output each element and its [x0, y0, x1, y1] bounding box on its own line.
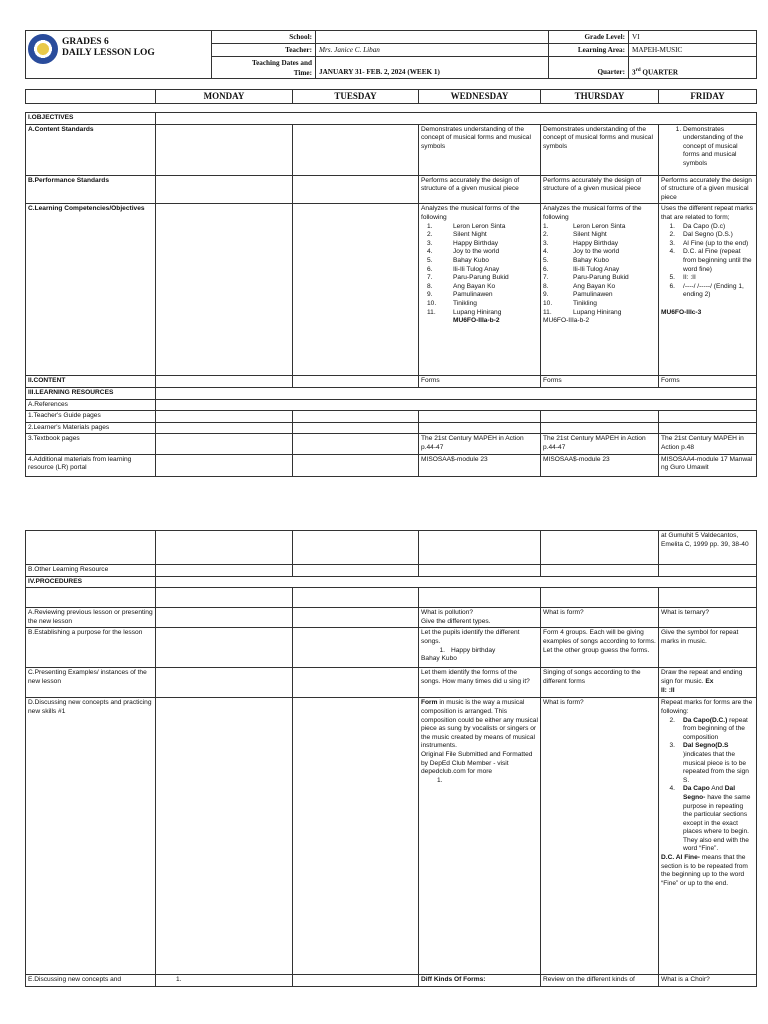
deped-seal-icon: [28, 34, 58, 64]
repeat-marks-list-fri: [661, 223, 754, 300]
discussing-1-thu: What is form?: [541, 698, 659, 975]
learning-area-label: Learning Area:: [549, 44, 629, 57]
song-item: 2. Silent Night: [543, 231, 607, 239]
song-list-thu: [543, 223, 656, 318]
school-value: [316, 31, 549, 44]
song-item: 8. Ang Bayan Ko: [427, 282, 496, 290]
section-objectives: I.OBJECTIVES: [26, 113, 156, 125]
day-friday: FRIDAY: [659, 90, 757, 104]
content-thu: Forms: [541, 376, 659, 388]
content-label: II.CONTENT: [26, 376, 156, 388]
content-fri: Forms: [659, 376, 757, 388]
song-item: 11. Lupang Hinirang: [427, 308, 502, 316]
reviewing-wed: What is pollution? Give the different types.: [419, 608, 541, 628]
song-item: 10. Tinikling: [543, 299, 597, 307]
grade-level-label: Grade Level:: [549, 31, 629, 44]
song-item: 6. Ili-Ili Tulog Anay: [427, 265, 500, 273]
song-item: 7. Paru-Parung Bukid: [543, 274, 629, 282]
performance-standards-thu: Performs accurately the design of structure of a given musical piece: [541, 175, 659, 204]
section-resources: III.LEARNING RESOURCES: [26, 387, 156, 399]
day-thursday: THURSDAY: [541, 90, 659, 104]
presenting-fri: Draw the repeat and ending sign for music. Ex II: :II: [659, 668, 757, 698]
presenting-thu: Singing of songs according to the different forms: [541, 668, 659, 698]
purpose-label: B.Establishing a purpose for the lesson: [26, 628, 156, 668]
song-item: 3. Happy Birthday: [543, 239, 619, 247]
song-item: 2. Silent Night: [427, 231, 487, 239]
repeat-mark-explained-item: 4. Da Capo And Dal Segno- have the same purpose in repeating the particular sections except in the exact places where to begin. They also end with the word “Fine”.: [669, 785, 751, 853]
repeat-mark-item: 4. D.C. al Fine (repeat from beginning until the word fine): [669, 248, 752, 273]
repeat-mark-item: 1. Da Capo (D.c): [669, 222, 726, 230]
song-item: 6. Ili-Ili Tulog Anay: [543, 265, 620, 273]
repeat-mark-item: 6. /----/ /-----/ (Ending 1, ending 2): [669, 282, 744, 299]
additional-materials-fri: MISOSAA4-module 17 Manwal ng Guro Umawit: [659, 454, 757, 476]
grade-title: GRADES 6 DAILY LESSON LOG: [62, 36, 155, 58]
textbook-thu: The 21st Century MAPEH in Action p.44-47: [541, 434, 659, 454]
performance-standards-wed: Performs accurately the design of structure of a given musical piece: [419, 175, 541, 204]
quarter-value: 3rd QUARTER: [629, 57, 757, 79]
repeat-mark-explained-item: 3. Dal Segno(D.S )indicates that the musical piece is to be repeated from the sign S.: [669, 742, 749, 784]
song-list-wed: [421, 223, 538, 318]
performance-standards-fri: Performs accurately the design of structure of a given musical piece: [659, 175, 757, 204]
section-procedures: IV.PROCEDURES: [26, 576, 156, 588]
teacher-label: Teacher:: [212, 44, 316, 57]
additional-materials-wed: MISOSAA$-module 23: [419, 454, 541, 476]
song-item: 5. Bahay Kubo: [543, 256, 609, 264]
reviewing-fri: What is ternary?: [659, 608, 757, 628]
song-item: 7. Paru-Parung Bukid: [427, 274, 509, 282]
content-wed: Forms: [419, 376, 541, 388]
day-header-blank: [26, 90, 156, 104]
additional-materials-label: 4.Additional materials from learning resource (LR) portal: [26, 454, 156, 476]
header-table: [25, 30, 757, 79]
day-wednesday: WEDNESDAY: [419, 90, 541, 104]
discussing-2-thu: Review on the different kinds of: [541, 975, 659, 987]
day-monday: MONDAY: [156, 90, 293, 104]
discussing-2-wed: Diff Kinds Of Forms:: [419, 975, 541, 987]
song-item: 4. Joy to the world: [427, 248, 500, 256]
song-item: 9. Pamulinawen: [543, 291, 613, 299]
learning-area-value: MAPEH-MUSIC: [629, 44, 757, 57]
competencies-thu: Analyzes the musical forms of the following 1. Leron Leron Sinta 2. Silent Night 3. Happy Birthday 4. Joy to the world 5. Bahay Kubo 6. Ili-Ili Tulog Anay 7. Paru-Parung Bukid 8. Ang Bayan Ko 9. Pamulinawen 10. Tinikling 11. Lupang Hinirang MU6FO-IIIa-b-2: [541, 204, 659, 376]
purpose-wed: Let the pupils identify the different songs. 1. Happy birthday Bahay Kubo: [419, 628, 541, 668]
presenting-label: C.Presenting Examples/ instances of the new lesson: [26, 668, 156, 698]
song-item: 9. Pamulinawen: [427, 291, 493, 299]
discussing-1-label: D.Discussing new concepts and practicing new skills #1: [26, 698, 156, 975]
learners-materials-label: 2.Learner's Materials pages: [26, 422, 156, 434]
repeat-mark-explained-item: 2. Da Capo(D.C.) repeat from beginning of the composition: [669, 716, 748, 741]
song-item: 10. Tinikling: [427, 299, 477, 307]
competencies-wed: Analyzes the musical forms of the following 1. Leron Leron Sinta 2. Silent Night 3. Happy Birthday 4. Joy to the world 5. Bahay Kubo 6. Ili-Ili Tulog Anay 7. Paru-Parung Bukid 8. Ang Bayan Ko 9. Pamulinawen 10. Tinikling 11. Lupang Hinirang MU6FO-IIIa-b-2: [419, 204, 541, 376]
song-item: 8. Ang Bayan Ko: [543, 282, 616, 290]
discussing-2-label: E.Discussing new concepts and: [26, 975, 156, 987]
song-item: 4. Joy to the world: [543, 248, 620, 256]
purpose-thu: Form 4 groups. Each will be giving examples of songs according to forms. Let the other group guess the forms.: [541, 628, 659, 668]
content-standards-fri: 1. Demonstrates understanding of the concept of musical forms and musical symbols: [659, 124, 757, 175]
song-item: 11. Lupang Hinirang: [543, 308, 622, 316]
quarter-label: Quarter:: [549, 57, 629, 79]
dates-label: Teaching Dates and Time:: [212, 57, 316, 79]
dates-value: JANUARY 31- FEB. 2, 2024 (WEEK 1): [316, 57, 549, 79]
teacher-value: Mrs. Janice C. Liban: [316, 44, 549, 57]
textbook-label: 3.Textbook pages: [26, 434, 156, 454]
purpose-fri: Give the symbol for repeat marks in music.: [659, 628, 757, 668]
performance-standards-label: B.Performance Standards: [26, 175, 156, 204]
content-standards-label: A.Content Standards: [26, 124, 156, 175]
discussing-2-mon: 1.: [156, 975, 293, 987]
repeat-mark-item: 2. Dal Segno (D.S.): [669, 231, 733, 239]
grade-level-value: VI: [629, 31, 757, 44]
references-label: A.References: [26, 399, 156, 411]
repeat-mark-item: 3. Al Fine (up to the end): [669, 239, 749, 247]
textbook-fri: The 21st Century MAPEH in Action p.48: [659, 434, 757, 454]
song-item: 1. Leron Leron Sinta: [427, 222, 506, 230]
school-label: School:: [212, 31, 316, 44]
song-item: 1. Leron Leron Sinta: [543, 222, 626, 230]
song-item: 5. Bahay Kubo: [427, 256, 489, 264]
competencies-label: C.Learning Competencies/Objectives: [26, 204, 156, 376]
textbook-wed: The 21st Century MAPEH in Action p.44-47: [419, 434, 541, 454]
reviewing-label: A.Reviewing previous lesson or presenting the new lesson: [26, 608, 156, 628]
discussing-1-fri: Repeat marks for forms are the following: 2. Da Capo(D.C.) repeat from beginning of the composition 3. Dal Segno(D.S )indicates that the musical piece is to be repeated from the sign S. 4. Da Capo And Dal Segno- have the same purpose in repeating the particular sections except in the exact places where to begin. They also end with the word “Fine”. D.C. Al Fine- means that the section is to be repeated from the beginning up to the word “Fine” or up to the end.: [659, 698, 757, 975]
song-item: 3. Happy Birthday: [427, 239, 499, 247]
content-standards-thu: Demonstrates understanding of the concept of musical forms and musical symbols: [541, 124, 659, 175]
additional-materials-fri-cont: at Gumuhit 5 Valdecantos, Emelita C, 1999 pp. 39, 38-40: [659, 531, 757, 565]
repeat-marks-explained-list: [661, 717, 754, 855]
day-tuesday: TUESDAY: [293, 90, 419, 104]
day-header-table: [25, 89, 757, 104]
repeat-mark-item: 5. II: :II: [669, 274, 696, 282]
content-standards-wed: Demonstrates understanding of the concept of musical forms and musical symbols: [419, 124, 541, 175]
lesson-table-page2: [25, 530, 757, 987]
logo-title-cell: [26, 31, 212, 79]
discussing-2-fri: What is a Choir?: [659, 975, 757, 987]
other-resource-label: B.Other Learning Resource: [26, 565, 156, 577]
lesson-table-page1: [25, 112, 757, 477]
presenting-wed: Let them identify the forms of the songs. How many times did u sing it?: [419, 668, 541, 698]
discussing-1-wed: Form in music is the way a musical composition is arranged. This composition could be either any musical piece as sung by vocalists or singers or the music created by means of musical instruments. Original File Submitted and Formatted by DepEd Club Member - visit depedclub.com for more 1.: [419, 698, 541, 975]
additional-materials-thu: MISOSAA$-module 23: [541, 454, 659, 476]
competencies-fri: Uses the different repeat marks that are related to form; 1. Da Capo (D.c) 2. Dal Segno (D.S.) 3. Al Fine (up to the end) 4. D.C. al Fine (repeat from beginning until the word fine) 5. II: :II 6. /----/ /-----/ (Ending 1, ending 2) MU6FO-IIIc-3: [659, 204, 757, 376]
teachers-guide-label: 1.Teacher's Guide pages: [26, 411, 156, 423]
reviewing-thu: What is form?: [541, 608, 659, 628]
